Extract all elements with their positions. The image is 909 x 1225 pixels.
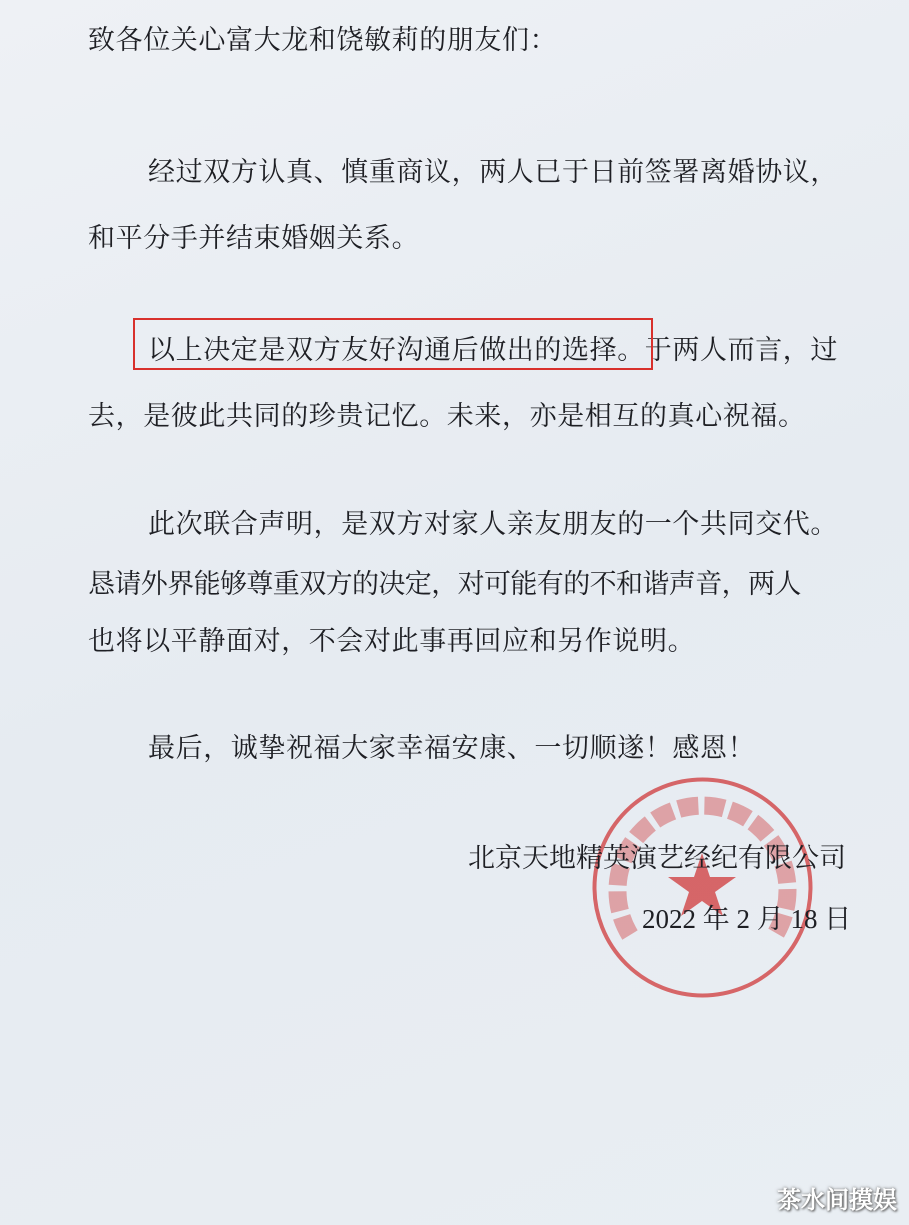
paragraph-2-line-1: 以上决定是双方友好沟通后做出的选择。于两人而言，过 <box>148 335 838 366</box>
paragraph-4: 最后，诚挚祝福大家幸福安康、一切顺遂！感恩！ <box>148 733 756 764</box>
highlight-box <box>133 318 653 370</box>
watermark: 茶水间摸娱 <box>777 1186 897 1214</box>
paragraph-3-line-2: 恳请外界能够尊重双方的决定，对可能有的不和谐声音，两人 <box>88 569 801 600</box>
signature-company: 北京天地精英演艺经纪有限公司 <box>468 843 846 874</box>
paragraph-1-line-1: 经过双方认真、慎重商议，两人已于日前签署离婚协议， <box>148 157 838 188</box>
letter-salutation: 致各位关心富大龙和饶敏莉的朋友们： <box>88 25 558 56</box>
paragraph-3-line-3: 也将以平静面对，不会对此事再回应和另作说明。 <box>88 626 696 657</box>
company-seal <box>590 775 815 1000</box>
signature-date: 2022 年 2 月 18 日 <box>642 904 852 934</box>
paragraph-3-line-1: 此次联合声明，是双方对家人亲友朋友的一个共同交代。 <box>148 509 838 540</box>
paragraph-1-line-2: 和平分手并结束婚姻关系。 <box>88 223 420 254</box>
paragraph-2-line-2: 去，是彼此共同的珍贵记忆。未来，亦是相互的真心祝福。 <box>88 401 806 432</box>
